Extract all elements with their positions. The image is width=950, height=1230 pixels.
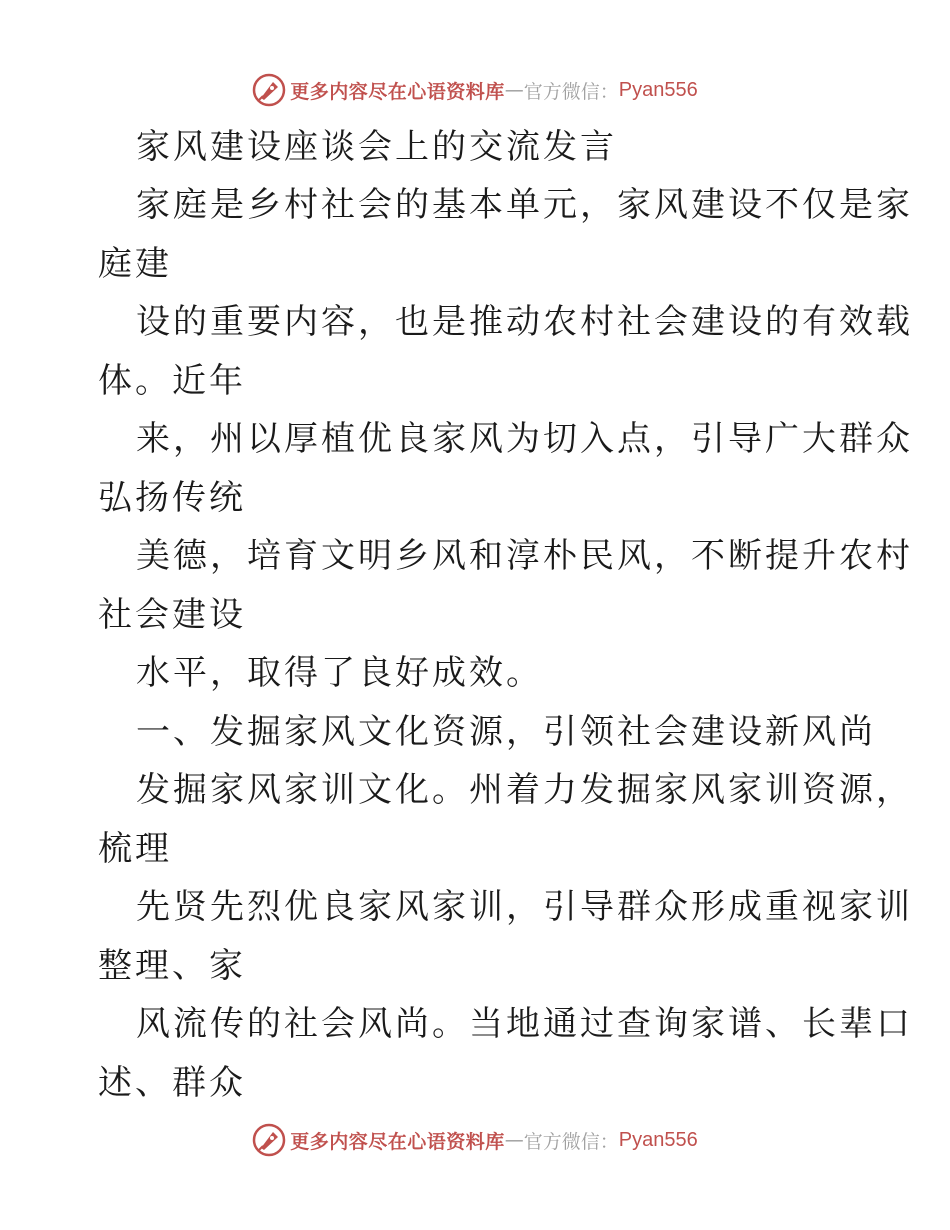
body-line: 述、群众 [98, 1063, 246, 1103]
body-line: 来，州以厚植优良家风为切入点，引导广大群众 [136, 419, 913, 459]
body-line: 水平，取得了良好成效。 [136, 653, 543, 693]
body-line: 风流传的社会风尚。当地通过查询家谱、长辈口 [136, 1004, 913, 1044]
banner-wechat-id: Pyan556 [618, 78, 698, 101]
header-banner [0, 70, 950, 110]
banner-wechat-id: Pyan556 [618, 1128, 698, 1151]
banner-wechat-label: 官方微信： [523, 1130, 619, 1153]
footer-banner [0, 1120, 950, 1160]
fountain-pen-nib-logo-icon [252, 73, 286, 107]
body-line: 社会建设 [98, 595, 246, 635]
body-line: 家庭是乡村社会的基本单元，家风建设不仅是家 [136, 185, 913, 225]
body-line: 美德，培育文明乡风和淳朴民风，不断提升农村 [136, 536, 913, 576]
banner-separator: — [504, 79, 524, 101]
section-heading: 一、发掘家风文化资源，引领社会建设新风尚 [136, 712, 876, 752]
body-line: 设的重要内容，也是推动农村社会建设的有效载 [136, 302, 913, 342]
fountain-pen-nib-logo-icon [252, 1123, 286, 1157]
body-line: 庭建 [98, 244, 172, 284]
body-line: 梳理 [98, 829, 172, 869]
banner-promo-text: 更多内容尽在心语资料库 [290, 80, 505, 103]
body-line: 发掘家风家训文化。州着力发掘家风家训资源， [136, 770, 913, 810]
banner-separator: — [504, 1129, 524, 1151]
body-line: 整理、家 [98, 946, 246, 986]
body-line: 先贤先烈优良家风家训，引导群众形成重视家训 [136, 887, 913, 927]
body-line: 体。近年 [98, 361, 246, 401]
banner-promo-text: 更多内容尽在心语资料库 [290, 1130, 505, 1153]
banner-wechat-label: 官方微信： [523, 80, 619, 103]
document-title: 家风建设座谈会上的交流发言 [136, 127, 617, 167]
body-line: 弘扬传统 [98, 478, 246, 518]
